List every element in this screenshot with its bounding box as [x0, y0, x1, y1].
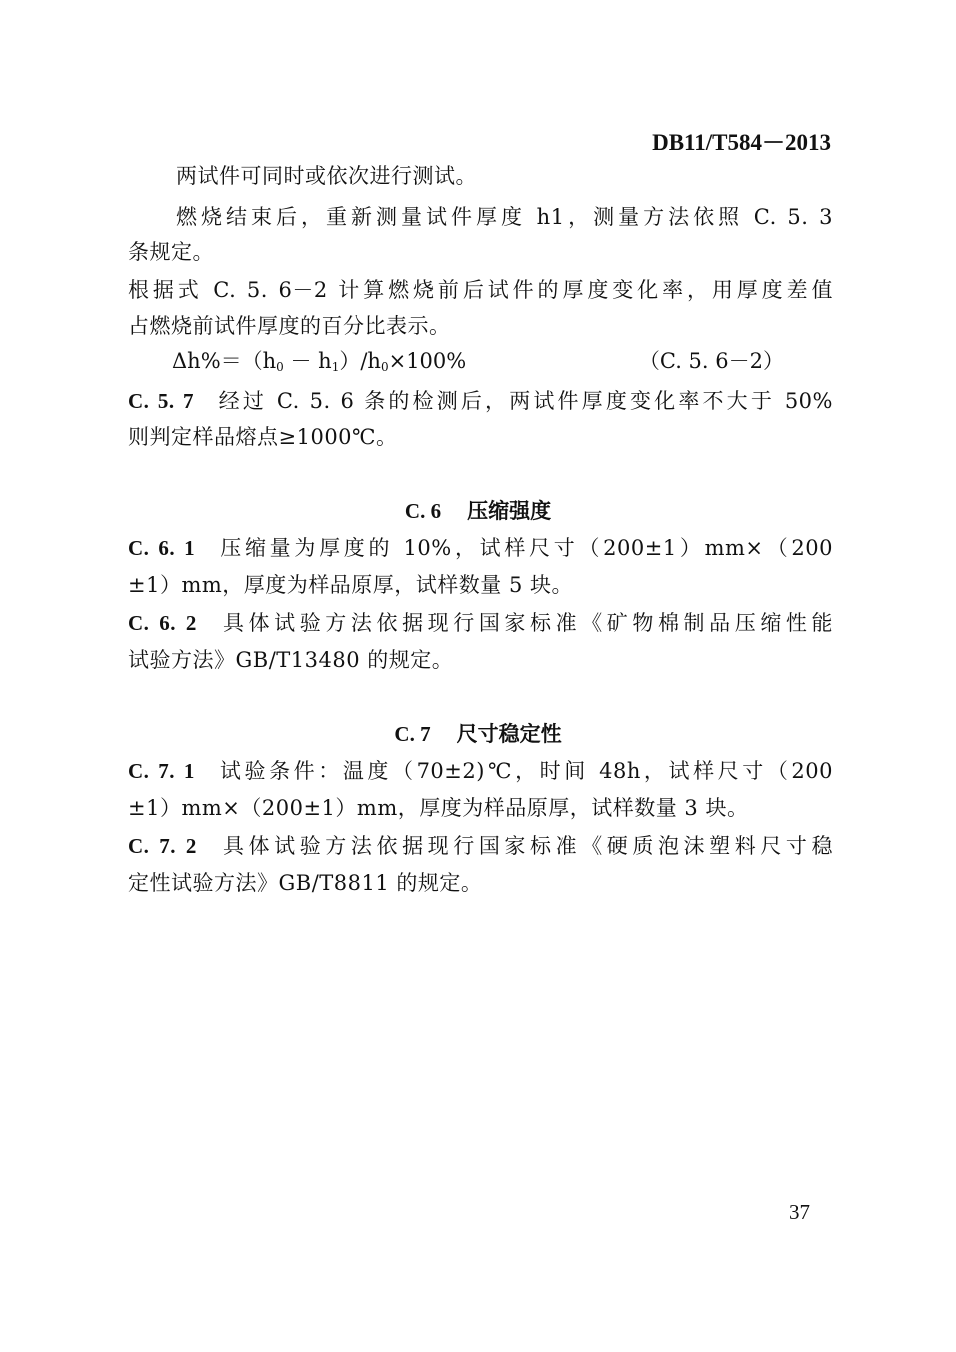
paragraph-line: 燃烧结束后，重新测量试件厚度 h1，测量方法依照 C. 5. 3	[176, 205, 833, 229]
formula-subscript: 0	[276, 360, 284, 374]
heading-title: 压缩强度	[467, 498, 552, 523]
clause-c62	[128, 609, 833, 637]
paragraph-line: 定性试验方法》GB/T8811 的规定。	[128, 871, 483, 895]
clause-number: C. 6. 1	[128, 536, 196, 560]
clause-number: C. 7. 1	[128, 759, 195, 783]
clause-text: 试验条件：温度（70±2)℃，时间 48h，试样尺寸（200	[216, 759, 833, 783]
clause-text: 经过 C. 5. 6 条的检测后，两试件厚度变化率不大于 50%	[216, 389, 833, 413]
clause-number: C. 7. 2	[128, 834, 197, 858]
page-number: 37	[789, 1200, 810, 1224]
section-heading-c6	[0, 497, 956, 525]
paragraph-line: 两试件可同时或依次进行测试。	[176, 164, 477, 188]
formula-tail: ）/h	[339, 349, 381, 373]
clause-number: C. 6. 2	[128, 611, 197, 635]
paragraph-line: 占燃烧前试件厚度的百分比表示。	[128, 314, 451, 338]
paragraph-line: 根据式 C. 5. 6－2 计算燃烧前后试件的厚度变化率，用厚度差值	[128, 278, 833, 302]
formula-end: ×100%	[388, 349, 467, 373]
equation-number: （C. 5. 6－2）	[638, 349, 784, 373]
clause-c57	[128, 387, 833, 415]
clause-c72	[128, 832, 833, 860]
paragraph-line: 则判定样品熔点≥1000℃。	[128, 425, 398, 449]
heading-title: 尺寸稳定性	[456, 721, 562, 746]
heading-number: C. 6	[404, 499, 442, 523]
formula-mid: － h	[283, 349, 332, 373]
formula-lhs: Δh%＝（h	[172, 349, 277, 373]
formula-subscript: 1	[331, 360, 340, 374]
paragraph-line: 条规定。	[128, 240, 214, 264]
document-code: DB11/T584－2013	[652, 130, 831, 155]
heading-number: C. 7	[394, 722, 431, 746]
clause-c71	[128, 757, 833, 785]
clause-number: C. 5. 7	[128, 389, 194, 413]
formula-subscript: 0	[380, 360, 389, 374]
clause-c61	[128, 534, 833, 562]
clause-text: 具体试验方法依据现行国家标准《硬质泡沫塑料尺寸稳	[218, 834, 834, 858]
clause-text: 压缩量为厚度的 10%，试样尺寸（200±1）mm×（200	[217, 536, 833, 560]
thickness-change-formula	[172, 347, 784, 375]
clause-text: 具体试验方法依据现行国家标准《矿物棉制品压缩性能	[218, 611, 834, 635]
paragraph-line: ±1）mm×（200±1）mm，厚度为样品原厚，试样数量 3 块。	[128, 796, 749, 820]
paragraph-line: ±1）mm，厚度为样品原厚，试样数量 5 块。	[128, 573, 573, 597]
paragraph-line: 试验方法》GB/T13480 的规定。	[128, 648, 454, 672]
section-heading-c7	[0, 720, 956, 748]
